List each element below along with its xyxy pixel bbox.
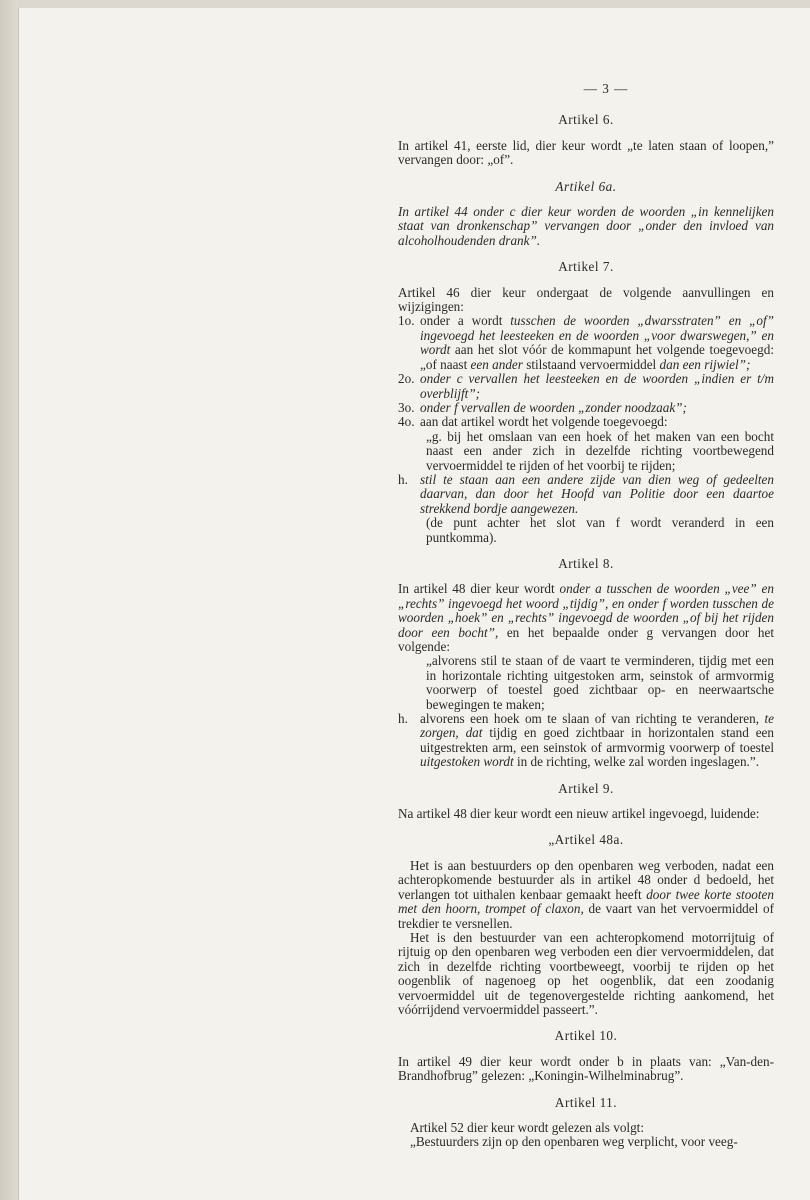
item-text: alvorens een hoek om te slaan of van richting te veranderen,	[420, 711, 765, 727]
artikel-6a-body: In artikel 44 onder c dier keur worden de woorden „in kennelijken staat van dronkenschap” vervangen door „onder den invloed van alcoholhoudenden drank”.	[398, 204, 774, 248]
heading-artikel-10: Artikel 10.	[554, 1028, 618, 1044]
item-text: aan dat artikel wordt het volgende toegevoegd:	[420, 414, 668, 430]
heading-artikel-7: Artikel 7.	[558, 259, 614, 275]
item-text-italic: stil te staan aan een andere zijde van dien weg of gedeelten daarvan, dan door het Hoofd van Politie door een daartoe strekkend bordje aangewezen.	[420, 471, 774, 516]
paragraph-text-italic: door twee korte stooten met den hoorn, trompet of claxon,	[398, 886, 774, 917]
heading-artikel-6a: Artikel 6a.	[555, 178, 617, 194]
artikel-10-body: In artikel 49 dier keur wordt onder b in plaats van: „Van-den-Brandhofbrug” gelezen: „Koningin-Wilhelminabrug”.	[398, 1053, 774, 1084]
item-text: tijdig en goed zichtbaar in horizontalen stand een uitgestrekten arm, een seinstok of armvormig voorwerp of toestel	[420, 725, 774, 755]
item-text-italic: onder c vervallen het leesteeken en de woorden „indien er t/m overblijft”;	[420, 371, 774, 401]
item-text-italic: onder f vervallen de woorden „zonder noodzaak”;	[420, 399, 687, 415]
list-item	[398, 314, 774, 372]
item-number: 4o.	[398, 414, 415, 430]
item-text: aan het slot vóór de kommapunt het volgende toegevoegd: „of naast	[420, 342, 774, 372]
item-number: 2o.	[398, 371, 415, 387]
artikel-7-intro: Artikel 46 dier keur ondergaat de volgende aanvullingen en wijzigingen:	[398, 284, 774, 315]
artikel-7-note: (de punt achter het slot van f wordt veranderd in een puntkomma).	[426, 515, 774, 545]
item-text: in de richting, welke zal worden ingeslagen.”.	[513, 754, 760, 770]
item-number: 1o.	[398, 313, 415, 329]
artikel-7-quote-g: „g. bij het omslaan van een hoek of het maken van een bocht naast een ander zich in dezelfde richting voortbewegend vervoermiddel te rijden of het voorbij te rijden;	[426, 428, 774, 473]
paragraph-text-italic: onder a tusschen de woorden „vee” en „rechts” ingevoegd het woord „tijdig”, en onder f worden tusschen de woorden „hoek” en „rechts” ingevoegd de woorden „of bij het rijden door een bocht”,	[398, 581, 774, 640]
artikel-48a-paragraph-2: Het is den bestuurder van een achteropkomend motorrijtuig of rijtuig op den openbaren weg verboden een dier vervoermiddelen, dat zich in dezelfde richting voortbeweegt, voorbij te rijden op het oogenblik of nagenoeg op het oogenblik, dat een zoodanig vervoermiddel uit de tegenovergestelde richting aankomend, het vóórrijdend vervoermiddel passeert.”.	[398, 929, 774, 1017]
artikel-6-body: In artikel 41, eerste lid, dier keur wordt „te laten staan of loopen,” vervangen door: „of”.	[398, 137, 774, 168]
list-item	[398, 415, 774, 429]
artikel-8-paragraph	[398, 582, 774, 654]
artikel-11-line-1: Artikel 52 dier keur wordt gelezen als volgt:	[410, 1119, 645, 1135]
item-number: 3o.	[398, 399, 415, 415]
heading-artikel-9: Artikel 9.	[558, 780, 614, 796]
item-text-italic: tusschen de woorden „dwarsstraten” en „of” ingevoegd het leesteeken en de woorden „voor dwarswegen,” en wordt	[420, 313, 774, 358]
item-number: h.	[398, 471, 408, 487]
list-item	[398, 473, 774, 516]
artikel-7-list	[398, 286, 774, 545]
item-text-italic: uitgestoken wordt	[420, 754, 514, 770]
paragraph-text: In artikel 48 dier keur wordt	[398, 581, 560, 597]
artikel-48a-paragraph-1	[398, 859, 774, 931]
item-text-italic: te zorgen, dat	[420, 711, 774, 741]
artikel-48a-body	[398, 859, 774, 1017]
binding-edge	[0, 0, 18, 1200]
heading-artikel-6: Artikel 6.	[558, 112, 614, 128]
item-text-italic: een ander	[470, 356, 523, 372]
page-top-edge	[18, 0, 810, 8]
heading-artikel-8: Artikel 8.	[558, 555, 614, 571]
artikel-8-quote-g: „alvorens stil te staan of de vaart te verminderen, tijdig met een in horizontale richting uitgestoken arm, seinstok of armvormig voorwerp of toestel goed zichtbaar op- en neerwaartsche bewegingen te maken;	[426, 653, 774, 712]
paragraph-text: en het bepaalde onder g vervangen door het volgende:	[398, 624, 774, 654]
document-text	[398, 82, 774, 1150]
artikel-9-intro: Na artikel 48 dier keur wordt een nieuw artikel ingevoegd, luidende:	[398, 806, 760, 822]
list-item	[398, 372, 774, 401]
artikel-8-body	[398, 582, 774, 769]
heading-artikel-48a: „Artikel 48a.	[548, 832, 624, 848]
item-text-italic: dan een rijwiel”;	[659, 356, 751, 372]
list-item	[398, 401, 774, 415]
paragraph-text: Het is aan bestuurders op den openbaren weg verboden, nadat een achteropkomende bestuurder als in artikel 48 onder d bedoeld, het verlangen tot uithalen kenbaar gemaakt heeft	[398, 857, 774, 902]
item-text: onder a wordt	[420, 313, 511, 329]
list-item	[398, 712, 774, 770]
item-text: stilstaand vervoermiddel	[522, 356, 660, 372]
paragraph-text: de vaart van het vervoermiddel of trekdier te versnellen.	[398, 901, 774, 931]
item-number: h.	[398, 711, 408, 727]
artikel-11-line-2: „Bestuurders zijn op den openbaren weg verplicht, voor veeg-	[410, 1134, 738, 1150]
heading-artikel-11: Artikel 11.	[554, 1094, 618, 1110]
page-number: — 3 —	[583, 81, 629, 96]
